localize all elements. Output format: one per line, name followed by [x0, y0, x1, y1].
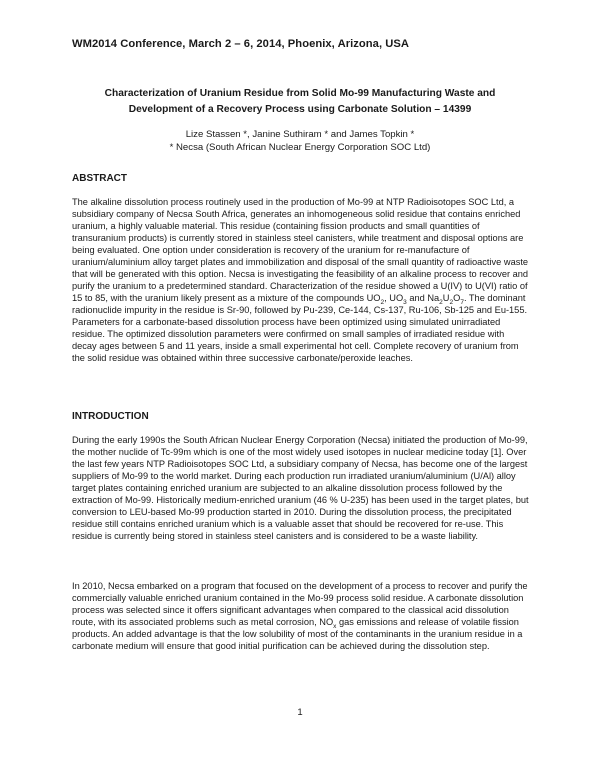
abstract-text-part: , UO — [384, 293, 404, 303]
subscript: 7 — [460, 298, 464, 306]
introduction-paragraph-2 — [72, 580, 530, 652]
subscript: x — [333, 622, 337, 630]
author-block — [72, 128, 528, 154]
abstract-heading: ABSTRACT — [72, 173, 127, 184]
abstract-text-part: U — [442, 293, 450, 303]
subscript: 2 — [439, 298, 443, 306]
subscript: 2 — [449, 298, 454, 306]
abstract-text-part: and Na — [406, 293, 440, 303]
abstract-text-part: . The dominant radionuclide impurity in the residue is Sr-90, followed by Pu-239, Ce-144, Cs-137, Ru-106, Sb-125 and Eu-155. Parameters for a carbonate-based dissolution process have been optimized using simulated unirradiated residue. The optimized dissolution parameters were confirmed on small samples of irradiated residue with decay ages between 5 and 11 years, inside a small experimental hot cell. Complete recovery of uranium from the solid residue was obtained within three successive carbonate/peroxide leaches. — [72, 293, 528, 363]
subscript: 2 — [380, 298, 385, 306]
abstract-text — [72, 196, 530, 364]
abstract-text-part: O — [453, 293, 461, 303]
page-number: 1 — [297, 707, 303, 718]
title-line-2: Development of a Recovery Process using Carbonate Solution – 14399 — [128, 104, 472, 115]
title-line-1: Characterization of Uranium Residue from Solid Mo-99 Manufacturing Waste and — [104, 88, 496, 99]
author-affiliation: * Necsa (South African Nuclear Energy Corporation SOC Ltd) — [169, 142, 431, 153]
abstract-text-part: The alkaline dissolution process routinely used in the production of Mo-99 at NTP Radioisotopes SOC Ltd, a subsidiary company of Necsa South Africa, generates an inhomogeneous solid residue that contains enriched uranium, a highly valuable material. This residue (containing fission products and small quantities of transuranium products) is currently stored in stainless steel canisters, while treatment and disposal options are being evaluated. One option under consideration is recovery of the uranium for re-manufacture of uranium/aluminium alloy target plates and immobilization and disposal of the small quantity of radioactive waste that will be generated with this option. Necsa is investigating the feasibility of an alkaline process to recover and purify the uranium to a predetermined standard. Characterization of the residue showed a U(IV) to U(VI) ratio of 15 to 85, with the uranium likely present as a mixture of the compounds UO — [72, 197, 529, 303]
introduction-heading: INTRODUCTION — [72, 411, 149, 422]
paper-title — [72, 86, 528, 118]
intro-text-part: gas emissions and release of volatile fission products. An added advantage is that the low solubility of most of the contaminants in the uranium residue in a carbonate medium will ensure that good initial purification can be achieved during the dissolution step. — [72, 617, 523, 651]
subscript: 3 — [403, 298, 407, 306]
author-names: Lize Stassen *, Janine Suthiram * and James Topkin * — [185, 129, 415, 140]
running-header: WM2014 Conference, March 2 – 6, 2014, Phoenix, Arizona, USA — [72, 38, 410, 50]
intro-text-part: In 2010, Necsa embarked on a program that focused on the development of a process to recover and purify the commercially valuable enriched uranium contained in the Mo-99 process solid residue. A carbonate dissolution process was selected since it offers significant advantages when compared to the classical acid dissolution route, with its associated problems such as metal corrosion, NO — [72, 581, 528, 627]
introduction-paragraph-1: During the early 1990s the South African Nuclear Energy Corporation (Necsa) initiated the production of Mo-99, the mother nuclide of Tc-99m which is one of the most widely used isotopes in nuclear medicine today [1]. Over the last few years NTP Radioisotopes SOC Ltd, a subsidiary company of Necsa, has become one of the largest suppliers of Mo-99 to the world market. During each production run irradiated uranium/aluminium (U/Al) alloy target plates containing enriched uranium are subjected to an alkaline dissolution process followed by the extraction of Mo-99. Historically medium-enriched uranium (46 % U-235) has been used in the target plates, but conversion to LEU-based Mo-99 production started in 2010. During the dissolution process, the precipitated residue still contains enriched uranium which is a valuable asset that should be recovered for re-use. This residue is currently being stored in stainless steel canisters and is considered to be a waste liability. — [72, 435, 529, 541]
